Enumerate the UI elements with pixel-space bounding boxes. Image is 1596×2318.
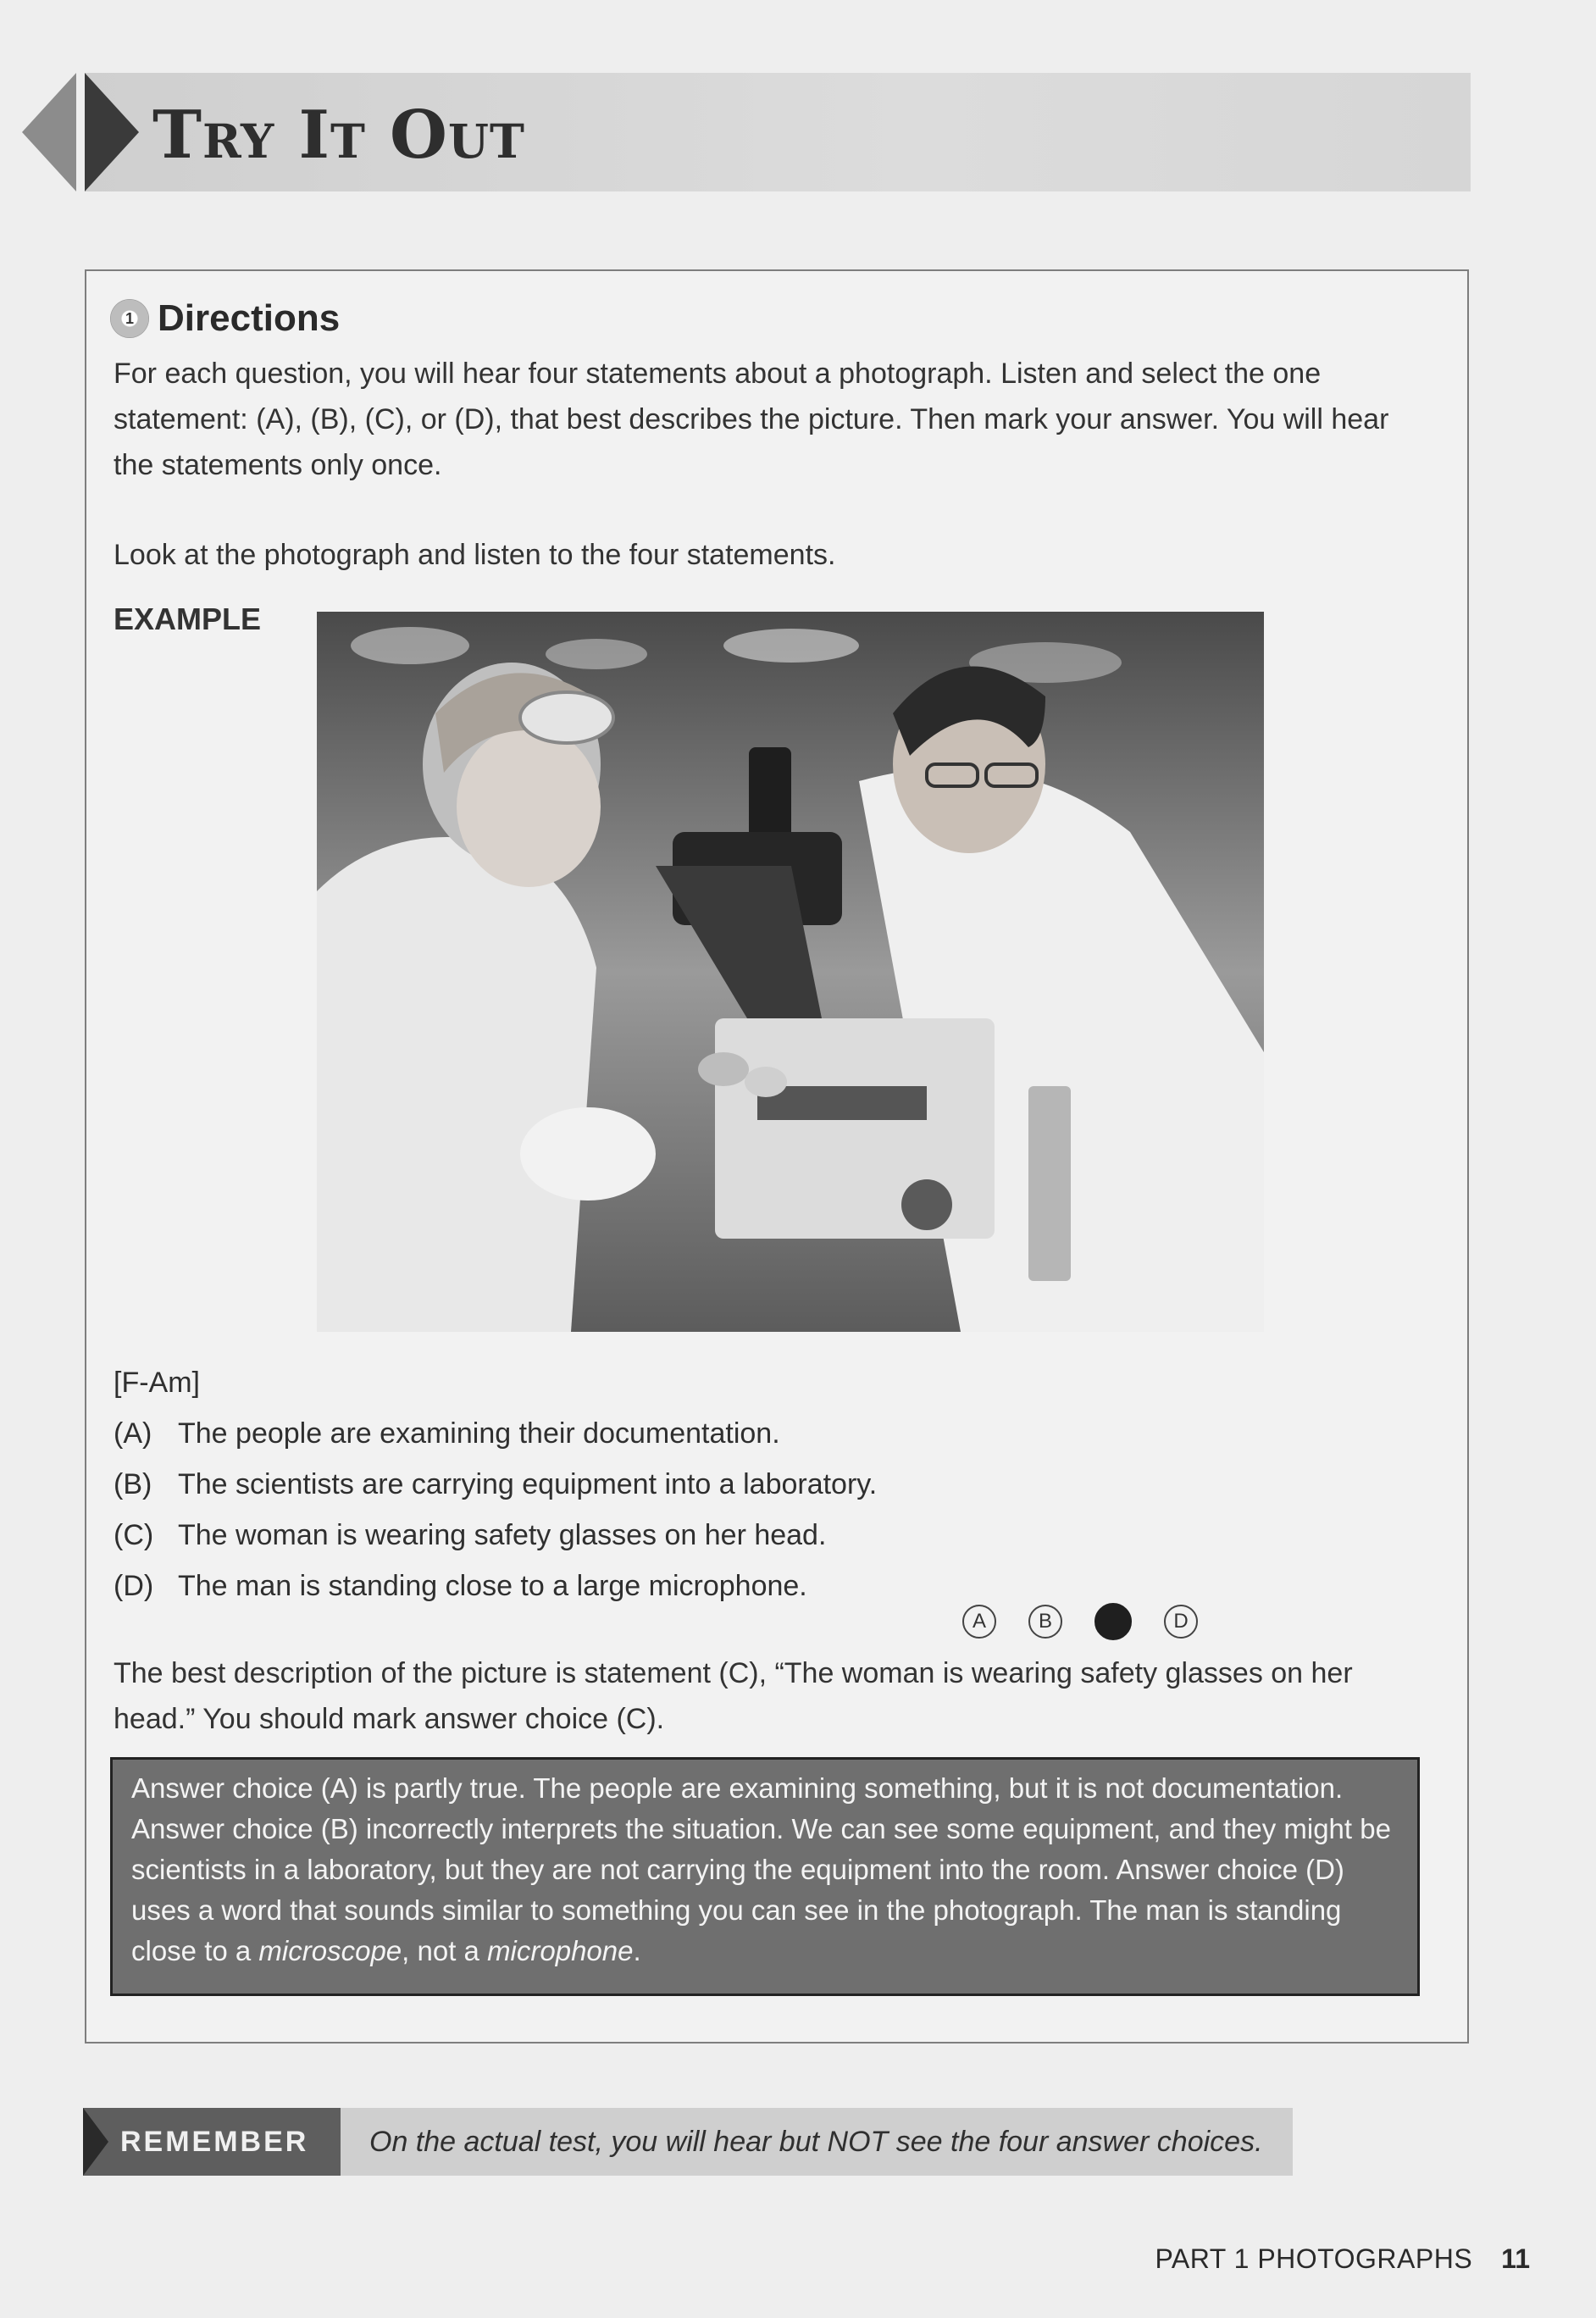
example-photograph xyxy=(317,612,1264,1332)
choice-letter: (A) xyxy=(114,1417,152,1450)
footer-section: PART 1 PHOTOGRAPHS xyxy=(1155,2243,1473,2274)
explanation-text-mid: , not a xyxy=(402,1935,488,1966)
audio-cd-icon[interactable]: 1 xyxy=(110,299,149,338)
choice-letter: (B) xyxy=(114,1468,152,1500)
choice-row xyxy=(114,1510,877,1561)
explanation-box xyxy=(110,1757,1420,1996)
choice-row xyxy=(114,1408,877,1459)
choice-row xyxy=(114,1561,877,1611)
choice-text: The people are examining their documentation. xyxy=(178,1417,780,1450)
header-arrow-right-icon xyxy=(85,73,139,191)
emphasis-microphone: microphone xyxy=(487,1935,634,1966)
emphasis-microscope: microscope xyxy=(258,1935,402,1966)
remember-text: On the actual test, you will hear but NOT see the four answer choices. xyxy=(341,2108,1293,2176)
choice-row xyxy=(114,1459,877,1510)
example-label: EXAMPLE xyxy=(114,602,262,636)
directions-heading xyxy=(110,293,340,344)
header-arrow-left-icon xyxy=(22,73,76,191)
choice-text: The scientists are carrying equipment into a laboratory. xyxy=(178,1468,878,1500)
bubble-d[interactable]: D xyxy=(1164,1605,1198,1639)
speaker-label: [F-Am] xyxy=(114,1367,200,1399)
directions-text: For each question, you will hear four statements about a photograph. Listen and select the one statement: (A), (B), (C), or (D), that best describes the picture. Then mark your answer. You will hear the statements only once. xyxy=(114,358,1389,481)
choice-text: The woman is wearing safety glasses on her head. xyxy=(178,1519,827,1551)
page-footer xyxy=(1155,2243,1530,2275)
answer-bubbles xyxy=(962,1605,1198,1640)
section-title: Try It Out xyxy=(152,97,525,174)
choice-letter: (D) xyxy=(114,1570,154,1602)
explanation-text: Answer choice (A) is partly true. The people are examining something, but it is not documentation. Answer choice (B) incorrectly interprets the situation. We can see some equipment, and they might be scientists in a laboratory, but they are not carrying the equipment into the room. Answer choice (D) uses a word that sounds similar to something you can see in the photograph. The man is standing close to a xyxy=(131,1772,1391,1966)
bubble-a[interactable]: A xyxy=(962,1605,996,1639)
bubble-b[interactable]: B xyxy=(1028,1605,1062,1639)
bubble-c-filled[interactable] xyxy=(1094,1603,1132,1640)
directions-instruction: Look at the photograph and listen to the four statements. xyxy=(114,539,836,571)
choice-letter: (C) xyxy=(114,1519,154,1551)
directions-title: Directions xyxy=(158,297,341,339)
remember-label: REMEMBER xyxy=(83,2108,341,2176)
answer-explanation-text: The best description of the picture is statement (C), “The woman is wearing safety glasses on her head.” You should mark answer choice (C). xyxy=(114,1657,1353,1735)
lab-scene-illustration xyxy=(317,612,1264,1332)
explanation-text-end: . xyxy=(633,1935,641,1966)
answer-choices-list xyxy=(114,1357,877,1611)
page-number: 11 xyxy=(1501,2243,1530,2274)
choice-text: The man is standing close to a large microphone. xyxy=(178,1570,807,1602)
